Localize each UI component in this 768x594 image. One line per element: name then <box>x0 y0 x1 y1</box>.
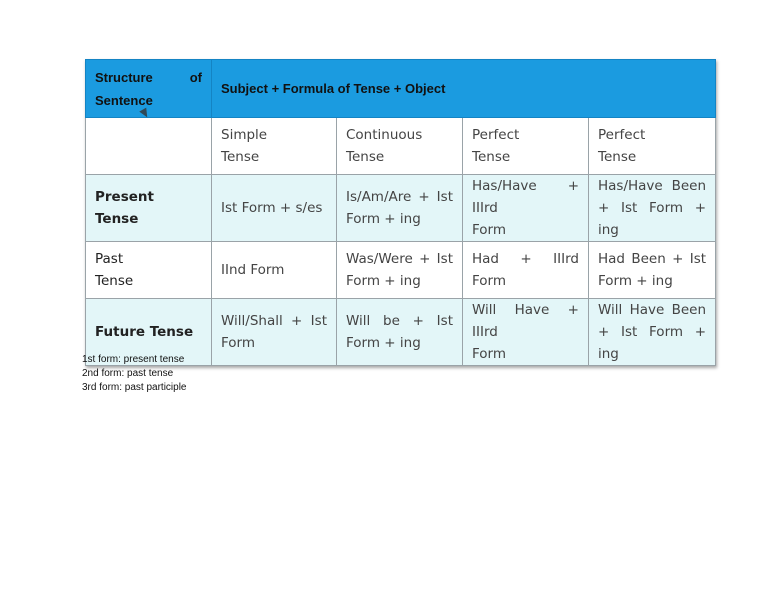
heading-line: Tense <box>346 149 385 165</box>
present-tense-row <box>86 175 716 242</box>
cell-line: Form + ing <box>346 273 421 289</box>
cell-line: Form <box>221 335 256 351</box>
future-tense-label: Future Tense <box>86 299 212 366</box>
future-perfect-continuous-cell <box>589 299 716 366</box>
cell-line: Form + ing <box>598 273 673 289</box>
footnote-second-form: 2nd form: past tense <box>82 368 174 379</box>
past-perfect-continuous-cell <box>589 242 716 299</box>
heading-line: Tense <box>472 149 511 165</box>
past-perfect-cell <box>463 242 589 299</box>
cell-line: Will be + Ist <box>346 313 453 329</box>
heading-line: Tense <box>598 149 637 165</box>
cell-line: Form <box>472 222 507 238</box>
past-tense-label <box>86 242 212 299</box>
present-perfect-continuous-cell <box>589 175 716 242</box>
heading-line: Continuous <box>346 127 423 143</box>
cell-line: Will Have + IIIrd <box>472 302 579 340</box>
structure-line-1 <box>95 66 202 89</box>
cell-line: Will/Shall + Ist <box>221 313 327 329</box>
heading-line: Perfect <box>598 127 646 143</box>
cell-line: Form + ing <box>346 335 421 351</box>
future-continuous-cell <box>337 299 463 366</box>
simple-tense-heading <box>212 118 337 175</box>
cell-line: Had + IIIrd Form <box>472 251 579 289</box>
formula-header-cell: Subject + Formula of Tense + Object <box>212 60 716 118</box>
cell-line: + Ist Form + ing <box>598 200 707 238</box>
blank-cell <box>86 118 212 175</box>
cell-line: + Ist Form + ing <box>598 324 707 362</box>
perfect-tense-heading <box>463 118 589 175</box>
cell-line: Was/Were + Ist <box>346 251 453 267</box>
past-continuous-cell <box>337 242 463 299</box>
label-line: Tense <box>95 273 134 289</box>
cell-line: Has/Have + IIIrd <box>472 178 579 216</box>
past-tense-row <box>86 242 716 299</box>
continuous-tense-heading <box>337 118 463 175</box>
present-perfect-cell <box>463 175 589 242</box>
structure-line-2: Sentence <box>95 92 153 108</box>
cell-line: Had Been + Ist <box>598 251 707 267</box>
cell-line: Form <box>472 346 507 362</box>
heading-line: Tense <box>221 149 260 165</box>
cell-line: Ist Form + s/es <box>221 200 323 216</box>
heading-line: Perfect <box>472 127 520 143</box>
perfect-continuous-tense-heading <box>589 118 716 175</box>
present-simple-cell <box>212 175 337 242</box>
past-simple-cell <box>212 242 337 299</box>
of-word: of <box>189 69 202 85</box>
future-simple-cell <box>212 299 337 366</box>
cell-line: Form + ing <box>346 211 421 227</box>
table-header-row <box>86 60 716 118</box>
cell-line: Is/Am/Are + Ist <box>346 189 453 205</box>
cell-line: Will Have Been <box>598 302 707 318</box>
tense-type-row <box>86 118 716 175</box>
future-perfect-cell <box>463 299 589 366</box>
structure-word: Structure <box>95 69 153 85</box>
footnotes <box>82 353 187 395</box>
present-continuous-cell <box>337 175 463 242</box>
cell-line: Has/Have Been <box>598 178 707 194</box>
footnote-first-form: 1st form: present tense <box>82 354 185 365</box>
cell-line: IInd Form <box>221 262 285 278</box>
label-line: Past <box>95 251 124 267</box>
structure-of-sentence-cell <box>86 60 212 118</box>
tense-formula-table <box>85 59 716 366</box>
heading-line: Simple <box>221 127 268 143</box>
footnote-third-form: 3rd form: past participle <box>82 382 187 393</box>
present-tense-label: Present Tense <box>86 175 212 242</box>
